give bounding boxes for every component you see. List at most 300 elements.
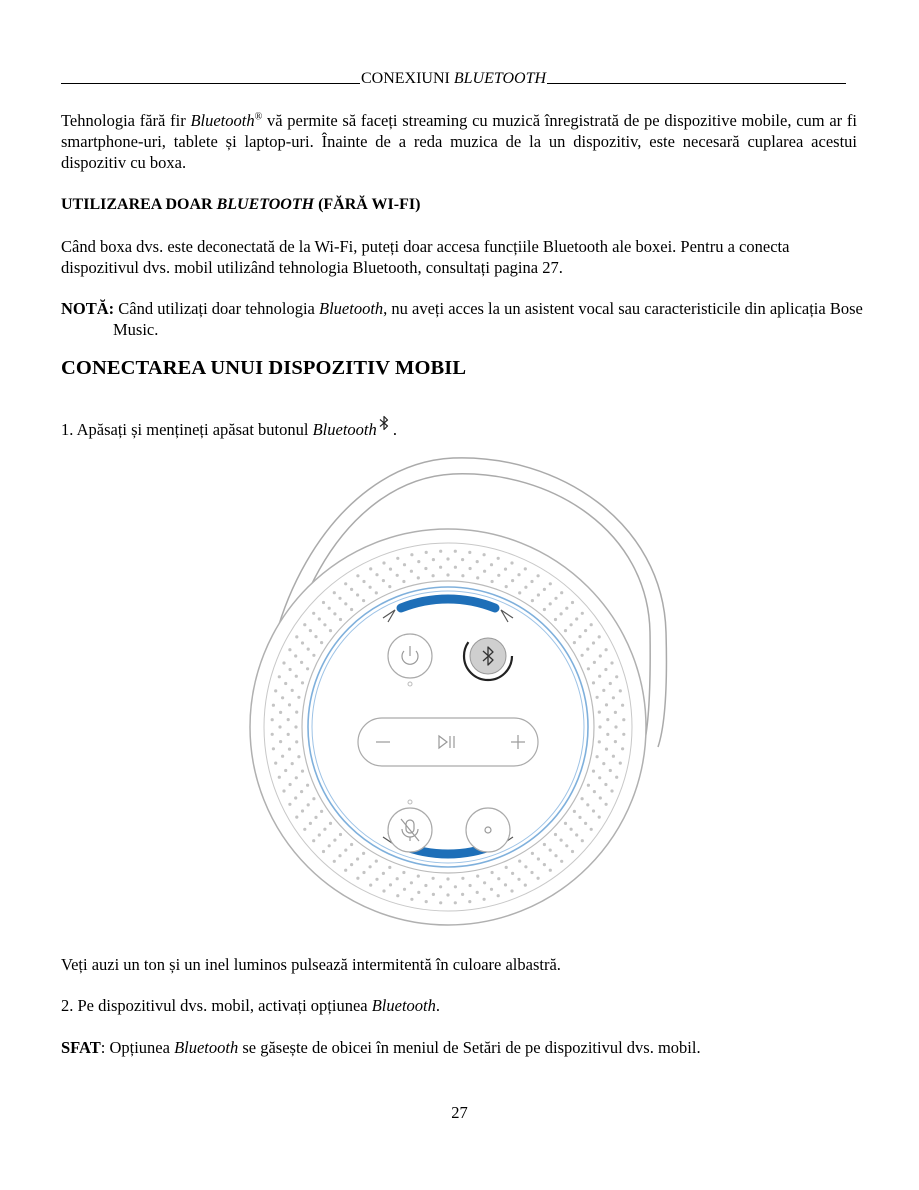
grille-dot — [619, 689, 622, 692]
grille-dot — [605, 803, 608, 806]
grille-dot — [505, 866, 508, 869]
grille-dot — [602, 762, 605, 765]
grille-dot — [350, 588, 353, 591]
grille-dot — [586, 648, 589, 651]
grille-dot — [497, 557, 500, 560]
tip-text-a: : Opțiunea — [100, 1038, 175, 1057]
tip-label: SFAT — [61, 1038, 101, 1057]
grille-dot — [432, 893, 435, 896]
grille-dot — [303, 828, 306, 831]
note-text-b: Bluetooth — [319, 299, 384, 318]
grille-dot — [560, 839, 563, 842]
grille-dot — [339, 833, 342, 836]
grille-dot — [592, 681, 595, 684]
grille-dot — [284, 769, 287, 772]
grille-dot — [621, 704, 624, 707]
grille-dot — [333, 612, 336, 615]
grille-dot — [571, 850, 574, 853]
grille-dot — [329, 629, 332, 632]
grille-dot — [593, 790, 596, 793]
grille-dot — [598, 675, 601, 678]
grille-dot — [596, 696, 599, 699]
grille-dot — [587, 784, 590, 787]
grille-dot — [410, 570, 413, 573]
tip-paragraph — [61, 1037, 857, 1058]
grille-dot — [598, 711, 601, 714]
grille-dot — [614, 725, 617, 728]
grille-dot — [375, 860, 378, 863]
grille-dot — [554, 854, 557, 857]
grille-dot — [446, 557, 449, 560]
grille-dot — [403, 563, 406, 566]
grille-dot — [417, 560, 420, 563]
grille-dot — [339, 618, 342, 621]
grille-dot — [272, 747, 275, 750]
intro-paragraph — [61, 110, 857, 173]
grille-dot — [530, 871, 533, 874]
grille-dot — [564, 822, 567, 825]
grille-dot — [417, 891, 420, 894]
grille-dot — [439, 885, 442, 888]
grille-dot — [483, 881, 486, 884]
section-heading-connect-mobile: CONECTAREA UNUI DISPOZITIV MOBIL — [61, 357, 467, 379]
grille-dot — [282, 661, 285, 664]
grille-dot — [303, 623, 306, 626]
grille-dot — [300, 661, 303, 664]
grille-dot — [279, 711, 282, 714]
grille-dot — [476, 891, 479, 894]
step2-text-a: 2. Pe dispozitivul dvs. mobil, activați opțiunea — [61, 996, 372, 1015]
after-image-text: Veți auzi un ton și un inel luminos pulsează intermitentă în culoare albastră. — [61, 955, 561, 974]
grille-dot — [301, 681, 304, 684]
grille-dot — [314, 635, 317, 638]
grille-dot — [504, 568, 507, 571]
grille-dot — [609, 682, 612, 685]
grille-dot — [524, 586, 527, 589]
grille-dot — [274, 762, 277, 765]
grille-dot — [375, 591, 378, 594]
grille-dot — [581, 612, 584, 615]
grille-dot — [307, 803, 310, 806]
grille-dot — [570, 828, 573, 831]
grille-dot — [278, 675, 281, 678]
grille-dot — [606, 733, 609, 736]
grille-dot — [439, 566, 442, 569]
grille-dot — [461, 877, 464, 880]
grille-dot — [596, 755, 599, 758]
grille-dot — [592, 770, 595, 773]
bluetooth-inline-icon — [379, 415, 389, 431]
grille-dot — [530, 580, 533, 583]
grille-dot — [578, 816, 581, 819]
grille-dot — [517, 573, 520, 576]
grille-dot — [598, 776, 601, 779]
grille-dot — [289, 783, 292, 786]
grille-dot — [288, 748, 291, 751]
grille-dot — [619, 762, 622, 765]
grille-dot — [491, 580, 494, 583]
grille-dot — [531, 852, 534, 855]
grille-dot — [621, 747, 624, 750]
grille-dot — [323, 828, 326, 831]
grille-dot — [356, 877, 359, 880]
grille-dot — [531, 599, 534, 602]
grille-dot — [306, 667, 309, 670]
grille-dot — [410, 898, 413, 901]
grille-dot — [323, 623, 326, 626]
note-text-a: Când utilizați doar tehnologia — [114, 299, 319, 318]
grille-dot — [424, 884, 427, 887]
grille-dot — [388, 585, 391, 588]
grille-dot — [356, 574, 359, 577]
grille-dot — [322, 601, 325, 604]
grille-dot — [424, 567, 427, 570]
grille-dot — [476, 560, 479, 563]
grille-dot — [289, 668, 292, 671]
grille-dot — [490, 888, 493, 891]
intro-text-1: Tehnologia fără fir — [61, 111, 191, 130]
grille-dot — [602, 689, 605, 692]
grille-dot — [584, 629, 587, 632]
grille-dot — [375, 573, 378, 576]
grille-dot — [271, 733, 274, 736]
grille-dot — [614, 711, 617, 714]
grille-dot — [612, 696, 615, 699]
grille-dot — [524, 884, 527, 887]
grille-dot — [504, 883, 507, 886]
tip-text-b: Bluetooth — [174, 1038, 239, 1057]
grille-dot — [524, 567, 527, 570]
grille-dot — [461, 574, 464, 577]
grille-dot — [369, 586, 372, 589]
grille-dot — [314, 816, 317, 819]
note-paragraph — [61, 298, 903, 340]
grille-dot — [564, 629, 567, 632]
note-text-c: , nu aveți acces la un asistent vocal sau caracteristicile din aplicația Bose Music. — [113, 299, 863, 339]
grille-dot — [318, 833, 321, 836]
grille-dot — [468, 900, 471, 903]
grille-dot — [389, 568, 392, 571]
grille-dot — [295, 635, 298, 638]
grille-dot — [288, 648, 291, 651]
grille-dot — [573, 641, 576, 644]
note-label: NOTĂ: — [61, 299, 115, 318]
grille-dot — [592, 641, 595, 644]
grille-dot — [369, 865, 372, 868]
grille-dot — [432, 574, 435, 577]
grille-dot — [543, 608, 546, 611]
grille-dot — [570, 623, 573, 626]
section-heading-bluetooth-only — [61, 194, 857, 215]
grille-dot — [575, 617, 578, 620]
grille-dot — [497, 574, 500, 577]
grille-dot — [590, 828, 593, 831]
grille-dot — [417, 875, 420, 878]
grille-dot — [344, 602, 347, 605]
grille-dot — [483, 553, 486, 556]
grille-dot — [446, 573, 449, 576]
grille-dot — [586, 803, 589, 806]
grille-dot — [560, 860, 563, 863]
grille-dot — [396, 894, 399, 897]
grille-dot — [571, 601, 574, 604]
grille-dot — [543, 843, 546, 846]
grille-dot — [454, 550, 457, 553]
grille-dot — [307, 648, 310, 651]
grille-dot — [333, 591, 336, 594]
grille-dot — [350, 863, 353, 866]
grille-dot — [382, 579, 385, 582]
grille-dot — [612, 755, 615, 758]
grille-dot — [295, 776, 298, 779]
grille-dot — [274, 689, 277, 692]
grille-dot — [565, 607, 568, 610]
grille-dot — [309, 629, 312, 632]
grille-dot — [581, 797, 584, 800]
step2-text-c: . — [435, 996, 440, 1015]
grille-dot — [565, 844, 568, 847]
grille-dot — [350, 843, 353, 846]
grille-dot — [454, 566, 457, 569]
grille-dot — [573, 810, 576, 813]
grille-dot — [554, 597, 557, 600]
grille-dot — [518, 591, 521, 594]
action-button — [466, 808, 510, 852]
grille-dot — [287, 718, 290, 721]
step-2 — [61, 995, 857, 1016]
grille-dot — [575, 833, 578, 836]
grille-dot — [309, 822, 312, 825]
grille-dot — [461, 558, 464, 561]
grille-dot — [560, 612, 563, 615]
grille-dot — [272, 704, 275, 707]
grille-dot — [537, 877, 540, 880]
grille-dot — [592, 809, 595, 812]
grille-dot — [476, 875, 479, 878]
grille-dot — [518, 860, 521, 863]
grille-dot — [439, 901, 442, 904]
grille-dot — [610, 789, 613, 792]
grille-dot — [549, 582, 552, 585]
grille-dot — [344, 849, 347, 852]
grille-dot — [549, 869, 552, 872]
grille-dot — [510, 889, 513, 892]
grille-dot — [543, 588, 546, 591]
grille-dot — [333, 839, 336, 842]
grille-dot — [300, 790, 303, 793]
step1-text-b: Bluetooth — [312, 420, 377, 439]
step1-text-a: 1. Apăsați și mențineți apăsat butonul — [61, 420, 313, 439]
grille-dot — [605, 703, 608, 706]
grille-dot — [328, 844, 331, 847]
heading-part-c: (FĂRĂ WI-FI) — [314, 196, 421, 213]
running-header — [61, 66, 846, 88]
grille-dot — [356, 857, 359, 860]
grille-dot — [396, 877, 399, 880]
grille-dot — [287, 733, 290, 736]
grille-dot — [291, 762, 294, 765]
grille-dot — [312, 797, 315, 800]
grille-dot — [344, 582, 347, 585]
grille-dot — [605, 648, 608, 651]
grille-dot — [362, 599, 365, 602]
grille-dot — [598, 635, 601, 638]
grille-dot — [301, 809, 304, 812]
grille-dot — [375, 878, 378, 881]
tip-text-c: se găsește de obicei în meniul de Setări de pe dispozitivul dvs. mobil. — [238, 1038, 701, 1057]
step2-text-b: Bluetooth — [371, 996, 436, 1015]
grille-dot — [329, 822, 332, 825]
grille-dot — [483, 570, 486, 573]
grille-dot — [301, 641, 304, 644]
header-title — [360, 70, 547, 88]
grille-dot — [281, 755, 284, 758]
grille-dot — [505, 585, 508, 588]
grille-dot — [490, 563, 493, 566]
grille-dot — [511, 579, 514, 582]
grille-dot — [322, 850, 325, 853]
grille-dot — [560, 591, 563, 594]
grille-dot — [432, 558, 435, 561]
grille-dot — [291, 689, 294, 692]
grille-dot — [282, 789, 285, 792]
grille-dot — [417, 576, 420, 579]
grille-dot — [389, 883, 392, 886]
grille-dot — [320, 641, 323, 644]
grille-dot — [338, 854, 341, 857]
grille-dot — [537, 574, 540, 577]
grille-dot — [524, 865, 527, 868]
grille-dot — [279, 740, 282, 743]
grille-dot — [382, 889, 385, 892]
grille-dot — [306, 784, 309, 787]
grille-dot — [610, 661, 613, 664]
grille-dot — [333, 860, 336, 863]
grille-dot — [446, 893, 449, 896]
header-rule-right — [547, 83, 846, 84]
grille-dot — [312, 654, 315, 657]
grille-dot — [469, 884, 472, 887]
grille-dot — [410, 881, 413, 884]
grille-dot — [396, 574, 399, 577]
grille-dot — [598, 725, 601, 728]
grille-dot — [362, 852, 365, 855]
grille-dot — [350, 608, 353, 611]
grille-dot — [396, 557, 399, 560]
step1-text-c: . — [388, 420, 397, 439]
grille-dot — [554, 618, 557, 621]
grille-dot — [537, 593, 540, 596]
grille-dot — [615, 776, 618, 779]
grille-dot — [297, 696, 300, 699]
grille-dot — [609, 769, 612, 772]
grille-dot — [318, 617, 321, 620]
grille-dot — [295, 675, 298, 678]
grille-dot — [369, 567, 372, 570]
grille-dot — [454, 885, 457, 888]
intro-text-2: vă permite să faceți streaming cu muzică înregistrată de pe dispozitive mobile, cum ar fi smartphone-uri, tablete și laptop-uri. Înainte de a reda muzica de la un dispozitiv, este necesară cuplarea acestui dispozitiv cu boxa. — [61, 111, 857, 172]
grille-dot — [578, 635, 581, 638]
grille-dot — [294, 796, 297, 799]
grille-dot — [517, 878, 520, 881]
grille-dot — [295, 816, 298, 819]
grille-dot — [622, 733, 625, 736]
grille-dot — [288, 703, 291, 706]
grille-dot — [356, 593, 359, 596]
grille-dot — [454, 901, 457, 904]
speaker-top-illustration — [238, 452, 678, 927]
grille-dot — [362, 580, 365, 583]
grille-dot — [511, 872, 514, 875]
grille-dot — [598, 740, 601, 743]
grille-dot — [278, 725, 281, 728]
grille-dot — [403, 888, 406, 891]
grille-dot — [510, 561, 513, 564]
grille-dot — [344, 869, 347, 872]
grille-dot — [278, 776, 281, 779]
heading-part-a: UTILIZAREA DOAR — [61, 196, 217, 213]
grille-dot — [294, 654, 297, 657]
grille-dot — [410, 553, 413, 556]
section1-body: Când boxa dvs. este deconectată de la Wi-Fi, puteți doar accesa funcțiile Bluetooth ale boxei. Pentru a conecta dispozitivul dvs. mobil utilizând tehnologia Bluetooth, consultați pagina 27. — [61, 237, 790, 277]
grille-dot — [295, 711, 298, 714]
grille-dot — [446, 877, 449, 880]
page-number: 27 — [451, 1103, 468, 1122]
registered-mark: ® — [254, 111, 263, 123]
grille-dot — [461, 893, 464, 896]
grille-dot — [402, 580, 405, 583]
grille-dot — [622, 718, 625, 721]
grille-dot — [312, 612, 315, 615]
grille-dot — [295, 740, 298, 743]
grille-dot — [425, 900, 428, 903]
header-section-italic: BLUETOOTH — [453, 70, 547, 87]
grille-dot — [598, 816, 601, 819]
intro-brand: Bluetooth — [190, 111, 255, 130]
grille-dot — [425, 551, 428, 554]
grille-dot — [599, 654, 602, 657]
grille-dot — [606, 718, 609, 721]
grille-dot — [497, 894, 500, 897]
grille-dot — [549, 849, 552, 852]
grille-dot — [615, 675, 618, 678]
grille-dot — [497, 877, 500, 880]
grille-dot — [468, 551, 471, 554]
grille-dot — [328, 607, 331, 610]
grille-dot — [320, 810, 323, 813]
grille-dot — [590, 623, 593, 626]
grille-dot — [584, 822, 587, 825]
grille-dot — [369, 884, 372, 887]
grille-dot — [288, 803, 291, 806]
grille-dot — [297, 755, 300, 758]
grille-dot — [281, 696, 284, 699]
grille-dot — [439, 550, 442, 553]
grille-dot — [537, 857, 540, 860]
grille-dot — [605, 748, 608, 751]
grille-dot — [402, 871, 405, 874]
header-section: CONEXIUNI — [360, 70, 454, 87]
grille-dot — [338, 597, 341, 600]
grille-dot — [469, 567, 472, 570]
heading-part-b: BLUETOOTH — [216, 196, 315, 213]
grille-dot — [587, 667, 590, 670]
grille-dot — [476, 576, 479, 579]
grille-dot — [382, 561, 385, 564]
grille-dot — [614, 740, 617, 743]
grille-dot — [581, 654, 584, 657]
grille-dot — [301, 770, 304, 773]
